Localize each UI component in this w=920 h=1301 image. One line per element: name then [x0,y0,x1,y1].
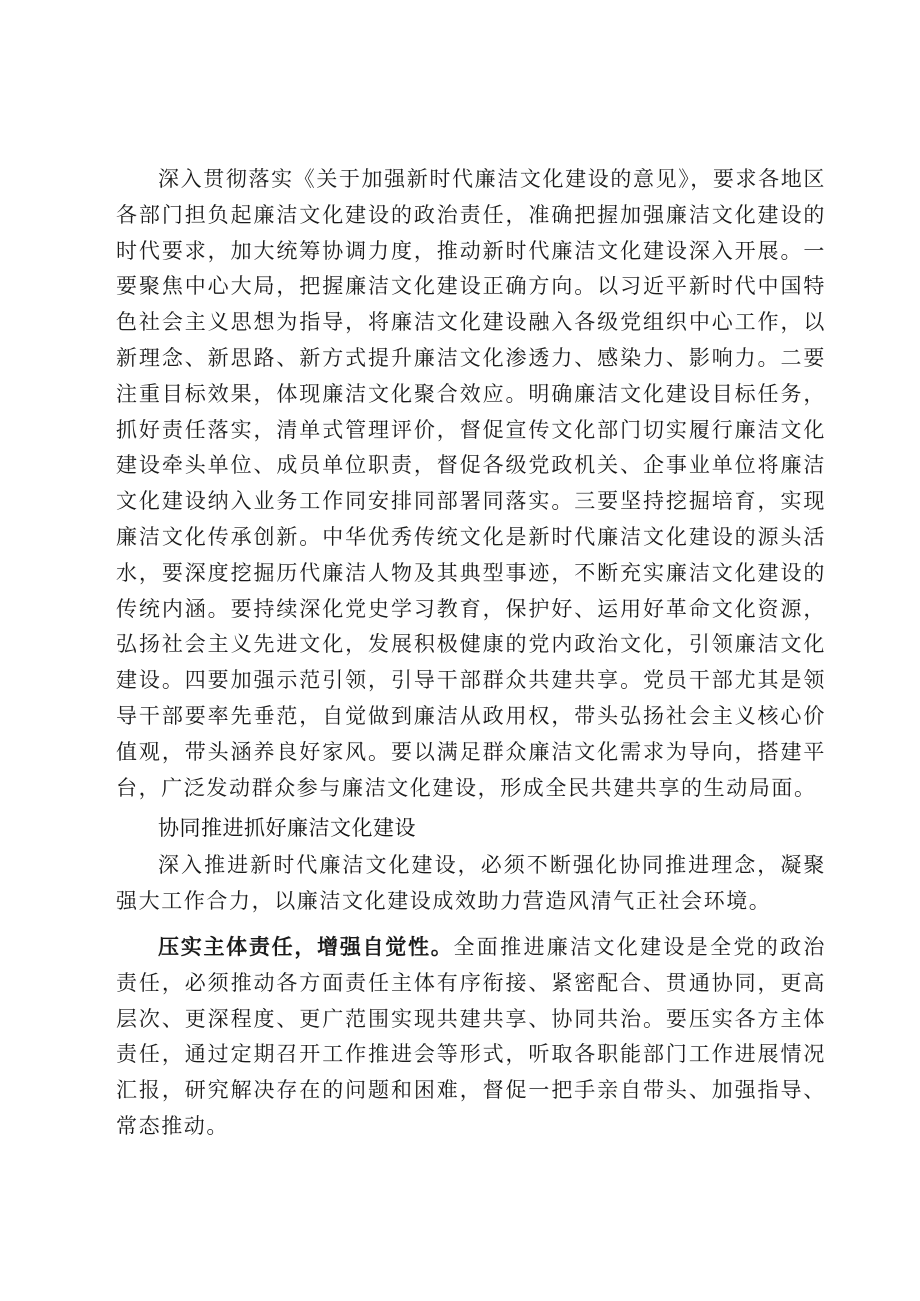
paragraph-lead-phrase: 压实主体责任，增强自觉性。 [158,934,454,959]
paragraph-body-text: 全面推进廉洁文化建设是全党的政治责任，必须推动各方面责任主体有序衔接、紧密配合、贯通协同，更高层次、更深程度、更广范围实现共建共享、协同共治。要压实各方主体责任，通过定期召开工作推进会等形式，听取各职能部门工作进展情况汇报，研究解决存在的问题和困难，督促一把手亲自带头、加强指导、常态推动。 [116,934,826,1138]
document-body [116,162,826,1145]
paragraph-main-responsibility [116,930,826,1145]
paragraph-section-intro: 深入推进新时代廉洁文化建设，必须不断强化协同推进理念，凝聚强大工作合力，以廉洁文化建设成效助力营造风清气正社会环境。 [116,853,826,914]
section-heading: 协同推进抓好廉洁文化建设 [158,816,416,841]
paragraph-opening: 深入贯彻落实《关于加强新时代廉洁文化建设的意见》，要求各地区各部门担负起廉洁文化建设的政治责任，准确把握加强廉洁文化建设的时代要求，加大统筹协调力度，推动新时代廉洁文化建设深入开展。一要聚焦中心大局，把握廉洁文化建设正确方向。以习近平新时代中国特色社会主义思想为指导，将廉洁文化建设融入各级党组织中心工作，以新理念、新思路、新方式提升廉洁文化渗透力、感染力、影响力。二要注重目标效果，体现廉洁文化聚合效应。明确廉洁文化建设目标任务，抓好责任落实，清单式管理评价，督促宣传文化部门切实履行廉洁文化建设牵头单位、成员单位职责，督促各级党政机关、企事业单位将廉洁文化建设纳入业务工作同安排同部署同落实。三要坚持挖掘培育，实现廉洁文化传承创新。中华优秀传统文化是新时代廉洁文化建设的源头活水，要深度挖掘历代廉洁人物及其典型事迹，不断充实廉洁文化建设的传统内涵。要持续深化党史学习教育，保护好、运用好革命文化资源，弘扬社会主义先进文化，发展积极健康的党内政治文化，引领廉洁文化建设。四要加强示范引领，引导干部群众共建共享。党员干部尤其是领导干部要率先垂范，自觉做到廉洁从政用权，带头弘扬社会主义核心价值观，带头涵养良好家风。要以满足群众廉洁文化需求为导向，搭建平台，广泛发动群众参与廉洁文化建设，形成全民共建共享的生动局面。 [116,167,826,800]
